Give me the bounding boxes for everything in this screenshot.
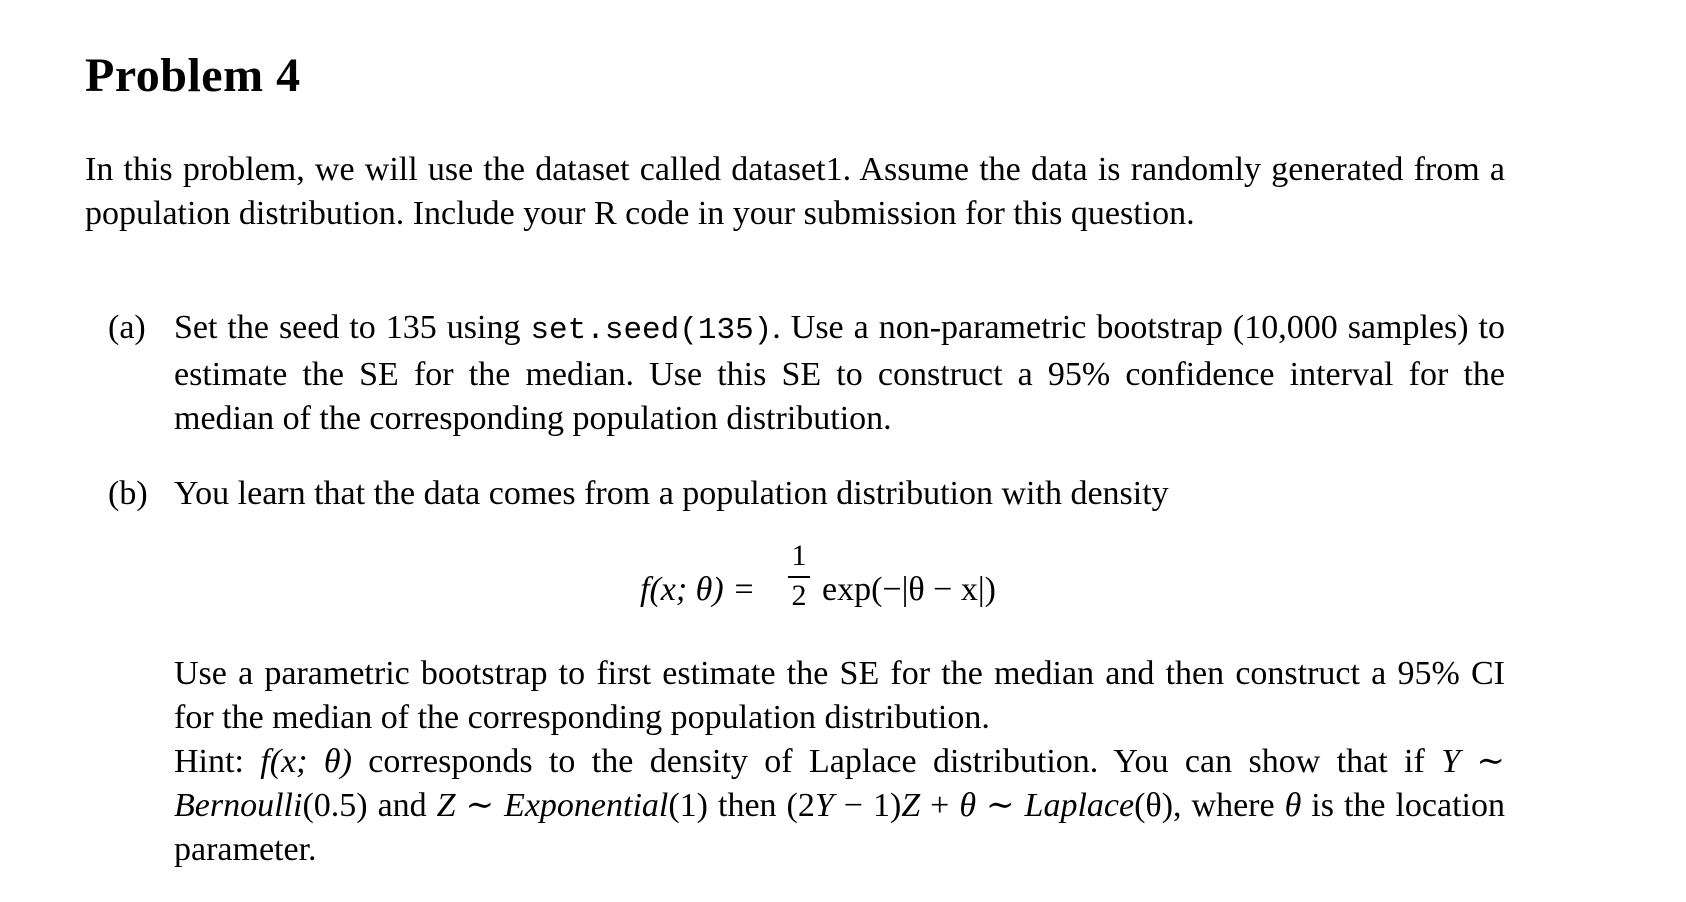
hint-bernoulli-arg: (0.5) and — [302, 787, 437, 824]
hint-exponential: Exponential — [504, 787, 669, 824]
formula-numerator: 1 — [791, 539, 807, 572]
formula-denominator: 2 — [791, 579, 807, 612]
part-a-label: (a) — [108, 309, 146, 346]
hint-laplace: Laplace — [1024, 787, 1135, 824]
part-b — [108, 472, 1505, 516]
part-a — [108, 306, 1505, 441]
hint-y: Y — [1441, 743, 1461, 780]
hint-z-2: Z — [901, 787, 921, 824]
hint-end: is the location parameter. — [174, 787, 1505, 868]
hint-y-2: Y — [814, 787, 834, 824]
part-a-text-1: Set the seed to 135 using — [174, 309, 531, 346]
part-a-body — [174, 306, 1505, 441]
fraction-bar — [788, 576, 810, 578]
hint-bernoulli: Bernoulli — [174, 787, 303, 824]
hint-theta: θ — [959, 787, 977, 824]
part-a-code: set.seed(135) — [530, 313, 773, 348]
part-b-intro: You learn that the data comes from a population distribution with density — [174, 475, 1169, 512]
hint-sim: ∼ — [1460, 743, 1505, 780]
hint-exponential-arg: (1) then (2 — [668, 787, 815, 824]
part-a-text-2: . Use a non-parametric bootstrap (10,000 samples) to estimate the SE for the median. Use this SE to construct a 95% confidence interval for the median of the corresponding population distribution. — [174, 309, 1505, 437]
hint-text-1: corresponds to the density of Laplace distribution. You can show that if — [351, 743, 1425, 780]
part-b-details — [174, 652, 1505, 872]
hint-mid: − 1) — [833, 787, 902, 824]
part-b-label: (b) — [108, 475, 148, 512]
hint-sim-2: ∼ — [455, 787, 505, 824]
problem-intro: In this problem, we will use the dataset called dataset1. Assume the data is randomly generated from a population distribution. Include your R code in your submission for this question. — [85, 151, 1505, 232]
hint-z: Z — [436, 787, 456, 824]
part-b-instruction: Use a parametric bootstrap to first estimate the SE for the median and then construct a 95% CI for the median of the corresponding population distribution. — [174, 655, 1505, 736]
hint-plus: + — [920, 787, 960, 824]
hint-label: Hint: — [174, 743, 244, 780]
hint-sim-3: ∼ — [976, 787, 1025, 824]
hint-math-density: f(x; θ) — [260, 743, 352, 780]
formula-fraction — [788, 540, 810, 612]
formula-lhs: f(x; θ) = — [640, 571, 756, 608]
formula-rhs: exp(−|θ − x|) — [822, 571, 996, 608]
hint-theta-2: θ — [1284, 787, 1302, 824]
density-formula — [640, 540, 1060, 620]
hint-laplace-arg: (θ), where — [1134, 787, 1275, 824]
problem-title: Problem 4 — [85, 49, 301, 102]
